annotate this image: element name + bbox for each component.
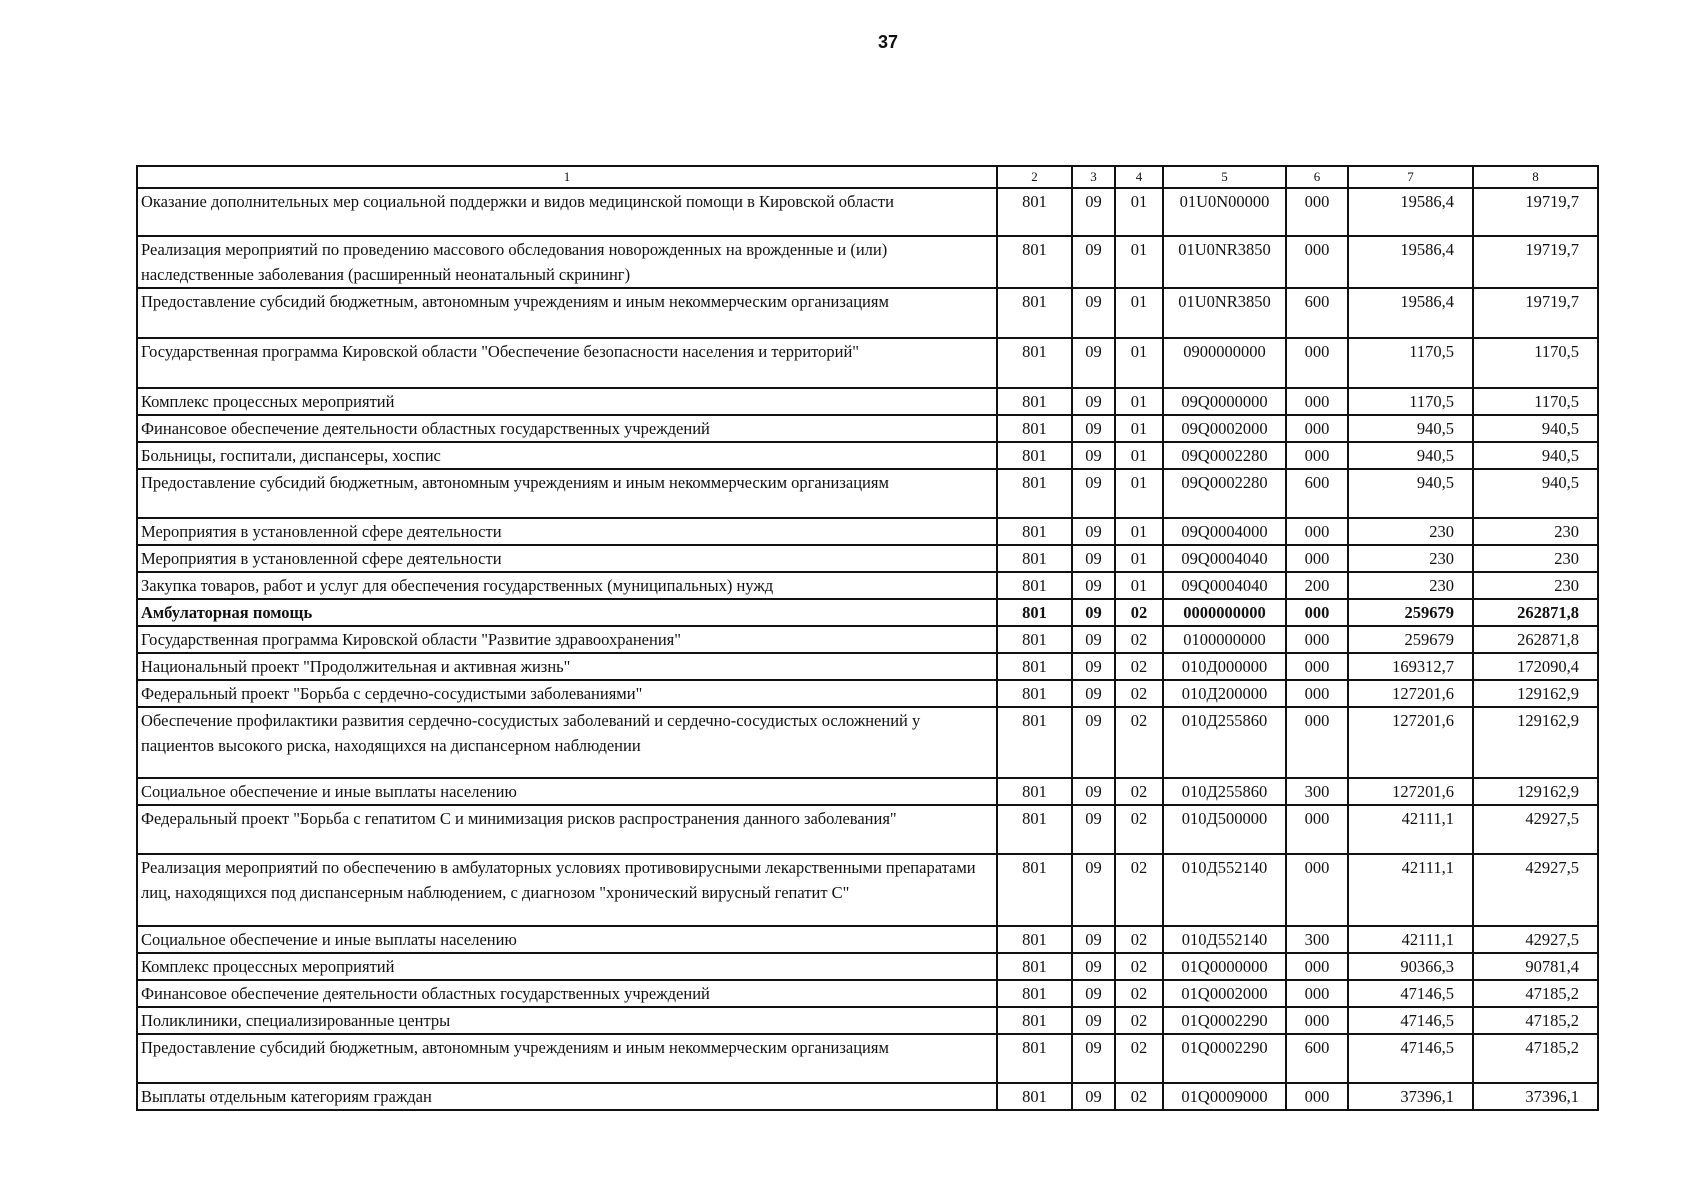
cell-expense-type: 000: [1286, 338, 1348, 388]
cell-expense-type: 000: [1286, 1007, 1348, 1034]
cell-ministry-code: 801: [997, 707, 1072, 778]
cell-amount-year-1: 47146,5: [1348, 980, 1473, 1007]
cell-ministry-code: 801: [997, 518, 1072, 545]
cell-amount-year-2: 230: [1473, 545, 1598, 572]
table-row: [137, 288, 1598, 338]
cell-expense-type: 600: [1286, 469, 1348, 518]
row-description: Федеральный проект "Борьба с сердечно-сосудистыми заболеваниями": [137, 680, 997, 707]
cell-amount-year-2: 47185,2: [1473, 1007, 1598, 1034]
cell-target-article: 0000000000: [1163, 599, 1286, 626]
row-description: Комплекс процессных мероприятий: [137, 953, 997, 980]
cell-ministry-code: 801: [997, 680, 1072, 707]
cell-target-article: 09Q0004040: [1163, 572, 1286, 599]
table-row: [137, 599, 1598, 626]
table-row: [137, 415, 1598, 442]
column-number: 1: [137, 166, 997, 188]
table-row: [137, 854, 1598, 926]
cell-ministry-code: 801: [997, 415, 1072, 442]
cell-amount-year-2: 230: [1473, 572, 1598, 599]
row-description: Государственная программа Кировской области "Развитие здравоохранения": [137, 626, 997, 653]
cell-amount-year-1: 127201,6: [1348, 707, 1473, 778]
cell-expense-type: 600: [1286, 1034, 1348, 1083]
cell-section-code: 09: [1072, 953, 1115, 980]
cell-amount-year-1: 940,5: [1348, 469, 1473, 518]
cell-subsection-code: 02: [1115, 626, 1163, 653]
table-row: [137, 1007, 1598, 1034]
column-number: 5: [1163, 166, 1286, 188]
row-description: Социальное обеспечение и иные выплаты населению: [137, 926, 997, 953]
table-row: [137, 805, 1598, 854]
cell-section-code: 09: [1072, 188, 1115, 236]
cell-ministry-code: 801: [997, 926, 1072, 953]
cell-expense-type: 000: [1286, 805, 1348, 854]
cell-section-code: 09: [1072, 572, 1115, 599]
cell-target-article: 010Д255860: [1163, 778, 1286, 805]
cell-amount-year-2: 47185,2: [1473, 980, 1598, 1007]
cell-ministry-code: 801: [997, 953, 1072, 980]
cell-section-code: 09: [1072, 980, 1115, 1007]
cell-ministry-code: 801: [997, 188, 1072, 236]
cell-subsection-code: 01: [1115, 442, 1163, 469]
row-description: Оказание дополнительных мер социальной поддержки и видов медицинской помощи в Кировской области: [137, 188, 997, 236]
table-row: [137, 1083, 1598, 1110]
cell-amount-year-2: 230: [1473, 518, 1598, 545]
cell-ministry-code: 801: [997, 599, 1072, 626]
cell-section-code: 09: [1072, 707, 1115, 778]
cell-amount-year-2: 940,5: [1473, 442, 1598, 469]
table-row: [137, 707, 1598, 778]
cell-amount-year-2: 262871,8: [1473, 626, 1598, 653]
cell-section-code: 09: [1072, 599, 1115, 626]
cell-ministry-code: 801: [997, 469, 1072, 518]
cell-subsection-code: 02: [1115, 680, 1163, 707]
cell-amount-year-2: 262871,8: [1473, 599, 1598, 626]
cell-subsection-code: 02: [1115, 599, 1163, 626]
cell-subsection-code: 02: [1115, 707, 1163, 778]
cell-expense-type: 000: [1286, 1083, 1348, 1110]
row-description: Мероприятия в установленной сфере деятельности: [137, 518, 997, 545]
cell-amount-year-1: 19586,4: [1348, 188, 1473, 236]
row-description: Закупка товаров, работ и услуг для обеспечения государственных (муниципальных) нужд: [137, 572, 997, 599]
cell-amount-year-1: 127201,6: [1348, 680, 1473, 707]
column-number: 8: [1473, 166, 1598, 188]
cell-expense-type: 000: [1286, 599, 1348, 626]
cell-expense-type: 000: [1286, 680, 1348, 707]
cell-amount-year-1: 230: [1348, 518, 1473, 545]
cell-target-article: 01U0NR3850: [1163, 236, 1286, 288]
cell-expense-type: 000: [1286, 518, 1348, 545]
cell-subsection-code: 01: [1115, 388, 1163, 415]
column-number: 6: [1286, 166, 1348, 188]
cell-expense-type: 000: [1286, 188, 1348, 236]
cell-amount-year-1: 940,5: [1348, 415, 1473, 442]
cell-amount-year-1: 19586,4: [1348, 236, 1473, 288]
row-description: Реализация мероприятий по обеспечению в амбулаторных условиях противовирусными лекарственными препаратами лиц, находящихся под диспансерным наблюдением, с диагнозом "хронический вирусный гепатит С": [137, 854, 997, 926]
cell-expense-type: 000: [1286, 545, 1348, 572]
cell-ministry-code: 801: [997, 236, 1072, 288]
cell-ministry-code: 801: [997, 778, 1072, 805]
cell-amount-year-2: 42927,5: [1473, 805, 1598, 854]
cell-target-article: 09Q0004000: [1163, 518, 1286, 545]
row-description: Социальное обеспечение и иные выплаты населению: [137, 778, 997, 805]
cell-amount-year-1: 127201,6: [1348, 778, 1473, 805]
cell-amount-year-2: 129162,9: [1473, 680, 1598, 707]
table-row: [137, 953, 1598, 980]
table-row: [137, 545, 1598, 572]
cell-subsection-code: 01: [1115, 236, 1163, 288]
table-row: [137, 236, 1598, 288]
cell-ministry-code: 801: [997, 288, 1072, 338]
table-row: [137, 778, 1598, 805]
cell-subsection-code: 01: [1115, 415, 1163, 442]
cell-expense-type: 000: [1286, 626, 1348, 653]
cell-target-article: 09Q0002280: [1163, 442, 1286, 469]
row-description: Федеральный проект "Борьба с гепатитом С и минимизация рисков распространения данного заболевания": [137, 805, 997, 854]
cell-amount-year-1: 42111,1: [1348, 926, 1473, 953]
cell-section-code: 09: [1072, 805, 1115, 854]
table-row: [137, 980, 1598, 1007]
cell-section-code: 09: [1072, 1007, 1115, 1034]
cell-ministry-code: 801: [997, 1083, 1072, 1110]
cell-amount-year-1: 940,5: [1348, 442, 1473, 469]
row-description: Амбулаторная помощь: [137, 599, 997, 626]
cell-section-code: 09: [1072, 518, 1115, 545]
table-row: [137, 626, 1598, 653]
cell-section-code: 09: [1072, 388, 1115, 415]
row-description: Выплаты отдельным категориям граждан: [137, 1083, 997, 1110]
column-number: 4: [1115, 166, 1163, 188]
cell-ministry-code: 801: [997, 1007, 1072, 1034]
cell-ministry-code: 801: [997, 653, 1072, 680]
cell-ministry-code: 801: [997, 1034, 1072, 1083]
cell-amount-year-1: 90366,3: [1348, 953, 1473, 980]
cell-target-article: 010Д200000: [1163, 680, 1286, 707]
cell-section-code: 09: [1072, 469, 1115, 518]
cell-ministry-code: 801: [997, 388, 1072, 415]
budget-table: [136, 165, 1599, 1111]
cell-expense-type: 200: [1286, 572, 1348, 599]
cell-section-code: 09: [1072, 680, 1115, 707]
cell-section-code: 09: [1072, 653, 1115, 680]
cell-expense-type: 000: [1286, 415, 1348, 442]
cell-expense-type: 000: [1286, 854, 1348, 926]
cell-ministry-code: 801: [997, 805, 1072, 854]
cell-subsection-code: 01: [1115, 288, 1163, 338]
cell-target-article: 01Q0002000: [1163, 980, 1286, 1007]
row-description: Комплекс процессных мероприятий: [137, 388, 997, 415]
cell-subsection-code: 01: [1115, 188, 1163, 236]
row-description: Государственная программа Кировской области "Обеспечение безопасности населения и территорий": [137, 338, 997, 388]
cell-target-article: 010Д500000: [1163, 805, 1286, 854]
cell-amount-year-1: 42111,1: [1348, 854, 1473, 926]
cell-subsection-code: 02: [1115, 854, 1163, 926]
cell-section-code: 09: [1072, 926, 1115, 953]
cell-section-code: 09: [1072, 545, 1115, 572]
cell-expense-type: 000: [1286, 388, 1348, 415]
cell-subsection-code: 01: [1115, 545, 1163, 572]
row-description: Обеспечение профилактики развития сердечно-сосудистых заболеваний и сердечно-сосудистых осложнений у пациентов высокого риска, находящихся на диспансерном наблюдении: [137, 707, 997, 778]
cell-target-article: 09Q0002000: [1163, 415, 1286, 442]
cell-subsection-code: 01: [1115, 469, 1163, 518]
cell-amount-year-1: 1170,5: [1348, 338, 1473, 388]
cell-target-article: 010Д552140: [1163, 926, 1286, 953]
row-description: Национальный проект "Продолжительная и активная жизнь": [137, 653, 997, 680]
page-number: 37: [877, 32, 899, 52]
cell-amount-year-1: 19586,4: [1348, 288, 1473, 338]
cell-expense-type: 000: [1286, 442, 1348, 469]
cell-section-code: 09: [1072, 236, 1115, 288]
cell-amount-year-2: 42927,5: [1473, 854, 1598, 926]
cell-target-article: 01U0NR3850: [1163, 288, 1286, 338]
cell-subsection-code: 02: [1115, 1034, 1163, 1083]
cell-amount-year-2: 90781,4: [1473, 953, 1598, 980]
cell-amount-year-2: 1170,5: [1473, 388, 1598, 415]
column-number: 2: [997, 166, 1072, 188]
row-description: Предоставление субсидий бюджетным, автономным учреждениям и иным некоммерческим организациям: [137, 288, 997, 338]
cell-target-article: 01Q0002290: [1163, 1034, 1286, 1083]
cell-section-code: 09: [1072, 1034, 1115, 1083]
table-row: [137, 680, 1598, 707]
cell-target-article: 01U0N00000: [1163, 188, 1286, 236]
table-row: [137, 1034, 1598, 1083]
cell-target-article: 0100000000: [1163, 626, 1286, 653]
cell-amount-year-1: 169312,7: [1348, 653, 1473, 680]
cell-target-article: 0900000000: [1163, 338, 1286, 388]
cell-amount-year-2: 19719,7: [1473, 188, 1598, 236]
cell-amount-year-2: 47185,2: [1473, 1034, 1598, 1083]
cell-amount-year-2: 172090,4: [1473, 653, 1598, 680]
table-row: [137, 926, 1598, 953]
table-row: [137, 442, 1598, 469]
cell-subsection-code: 01: [1115, 338, 1163, 388]
cell-ministry-code: 801: [997, 854, 1072, 926]
column-number: 7: [1348, 166, 1473, 188]
cell-target-article: 09Q0002280: [1163, 469, 1286, 518]
cell-expense-type: 000: [1286, 980, 1348, 1007]
cell-expense-type: 000: [1286, 953, 1348, 980]
cell-section-code: 09: [1072, 442, 1115, 469]
cell-amount-year-1: 47146,5: [1348, 1007, 1473, 1034]
cell-amount-year-2: 42927,5: [1473, 926, 1598, 953]
table-row: [137, 338, 1598, 388]
cell-section-code: 09: [1072, 1083, 1115, 1110]
cell-section-code: 09: [1072, 288, 1115, 338]
cell-target-article: 01Q0000000: [1163, 953, 1286, 980]
cell-subsection-code: 02: [1115, 926, 1163, 953]
cell-amount-year-1: 37396,1: [1348, 1083, 1473, 1110]
cell-subsection-code: 02: [1115, 980, 1163, 1007]
table-row: [137, 572, 1598, 599]
cell-ministry-code: 801: [997, 572, 1072, 599]
cell-target-article: 09Q0004040: [1163, 545, 1286, 572]
cell-target-article: 010Д000000: [1163, 653, 1286, 680]
cell-subsection-code: 01: [1115, 572, 1163, 599]
cell-amount-year-1: 1170,5: [1348, 388, 1473, 415]
cell-amount-year-2: 37396,1: [1473, 1083, 1598, 1110]
cell-section-code: 09: [1072, 854, 1115, 926]
cell-section-code: 09: [1072, 778, 1115, 805]
row-description: Мероприятия в установленной сфере деятельности: [137, 545, 997, 572]
cell-expense-type: 300: [1286, 926, 1348, 953]
cell-subsection-code: 02: [1115, 953, 1163, 980]
cell-target-article: 01Q0002290: [1163, 1007, 1286, 1034]
row-description: Предоставление субсидий бюджетным, автономным учреждениям и иным некоммерческим организациям: [137, 1034, 997, 1083]
row-description: Поликлиники, специализированные центры: [137, 1007, 997, 1034]
cell-amount-year-1: 42111,1: [1348, 805, 1473, 854]
cell-ministry-code: 801: [997, 442, 1072, 469]
cell-target-article: 01Q0009000: [1163, 1083, 1286, 1110]
cell-expense-type: 000: [1286, 707, 1348, 778]
cell-section-code: 09: [1072, 626, 1115, 653]
cell-ministry-code: 801: [997, 626, 1072, 653]
cell-subsection-code: 02: [1115, 653, 1163, 680]
cell-amount-year-2: 129162,9: [1473, 707, 1598, 778]
cell-target-article: 010Д552140: [1163, 854, 1286, 926]
cell-ministry-code: 801: [997, 545, 1072, 572]
cell-target-article: 09Q0000000: [1163, 388, 1286, 415]
cell-subsection-code: 02: [1115, 1083, 1163, 1110]
table-row: [137, 388, 1598, 415]
cell-amount-year-2: 19719,7: [1473, 236, 1598, 288]
cell-expense-type: 000: [1286, 236, 1348, 288]
cell-amount-year-2: 129162,9: [1473, 778, 1598, 805]
row-description: Больницы, госпитали, диспансеры, хоспис: [137, 442, 997, 469]
column-number-row: [137, 166, 1598, 188]
cell-subsection-code: 02: [1115, 1007, 1163, 1034]
cell-expense-type: 600: [1286, 288, 1348, 338]
cell-amount-year-2: 940,5: [1473, 469, 1598, 518]
row-description: Реализация мероприятий по проведению массового обследования новорожденных на врожденные и (или) наследственные заболевания (расширенный неонатальный скрининг): [137, 236, 997, 288]
cell-amount-year-1: 259679: [1348, 626, 1473, 653]
table-row: [137, 653, 1598, 680]
cell-amount-year-2: 940,5: [1473, 415, 1598, 442]
cell-amount-year-1: 259679: [1348, 599, 1473, 626]
cell-subsection-code: 02: [1115, 778, 1163, 805]
cell-target-article: 010Д255860: [1163, 707, 1286, 778]
cell-subsection-code: 02: [1115, 805, 1163, 854]
cell-ministry-code: 801: [997, 338, 1072, 388]
table-row: [137, 469, 1598, 518]
row-description: Предоставление субсидий бюджетным, автономным учреждениям и иным некоммерческим организациям: [137, 469, 997, 518]
cell-amount-year-1: 230: [1348, 572, 1473, 599]
cell-expense-type: 300: [1286, 778, 1348, 805]
row-description: Финансовое обеспечение деятельности областных государственных учреждений: [137, 415, 997, 442]
table-row: [137, 188, 1598, 236]
cell-section-code: 09: [1072, 338, 1115, 388]
cell-expense-type: 000: [1286, 653, 1348, 680]
table-row: [137, 518, 1598, 545]
cell-amount-year-2: 1170,5: [1473, 338, 1598, 388]
cell-amount-year-2: 19719,7: [1473, 288, 1598, 338]
cell-section-code: 09: [1072, 415, 1115, 442]
cell-amount-year-1: 47146,5: [1348, 1034, 1473, 1083]
cell-subsection-code: 01: [1115, 518, 1163, 545]
cell-amount-year-1: 230: [1348, 545, 1473, 572]
cell-ministry-code: 801: [997, 980, 1072, 1007]
column-number: 3: [1072, 166, 1115, 188]
row-description: Финансовое обеспечение деятельности областных государственных учреждений: [137, 980, 997, 1007]
